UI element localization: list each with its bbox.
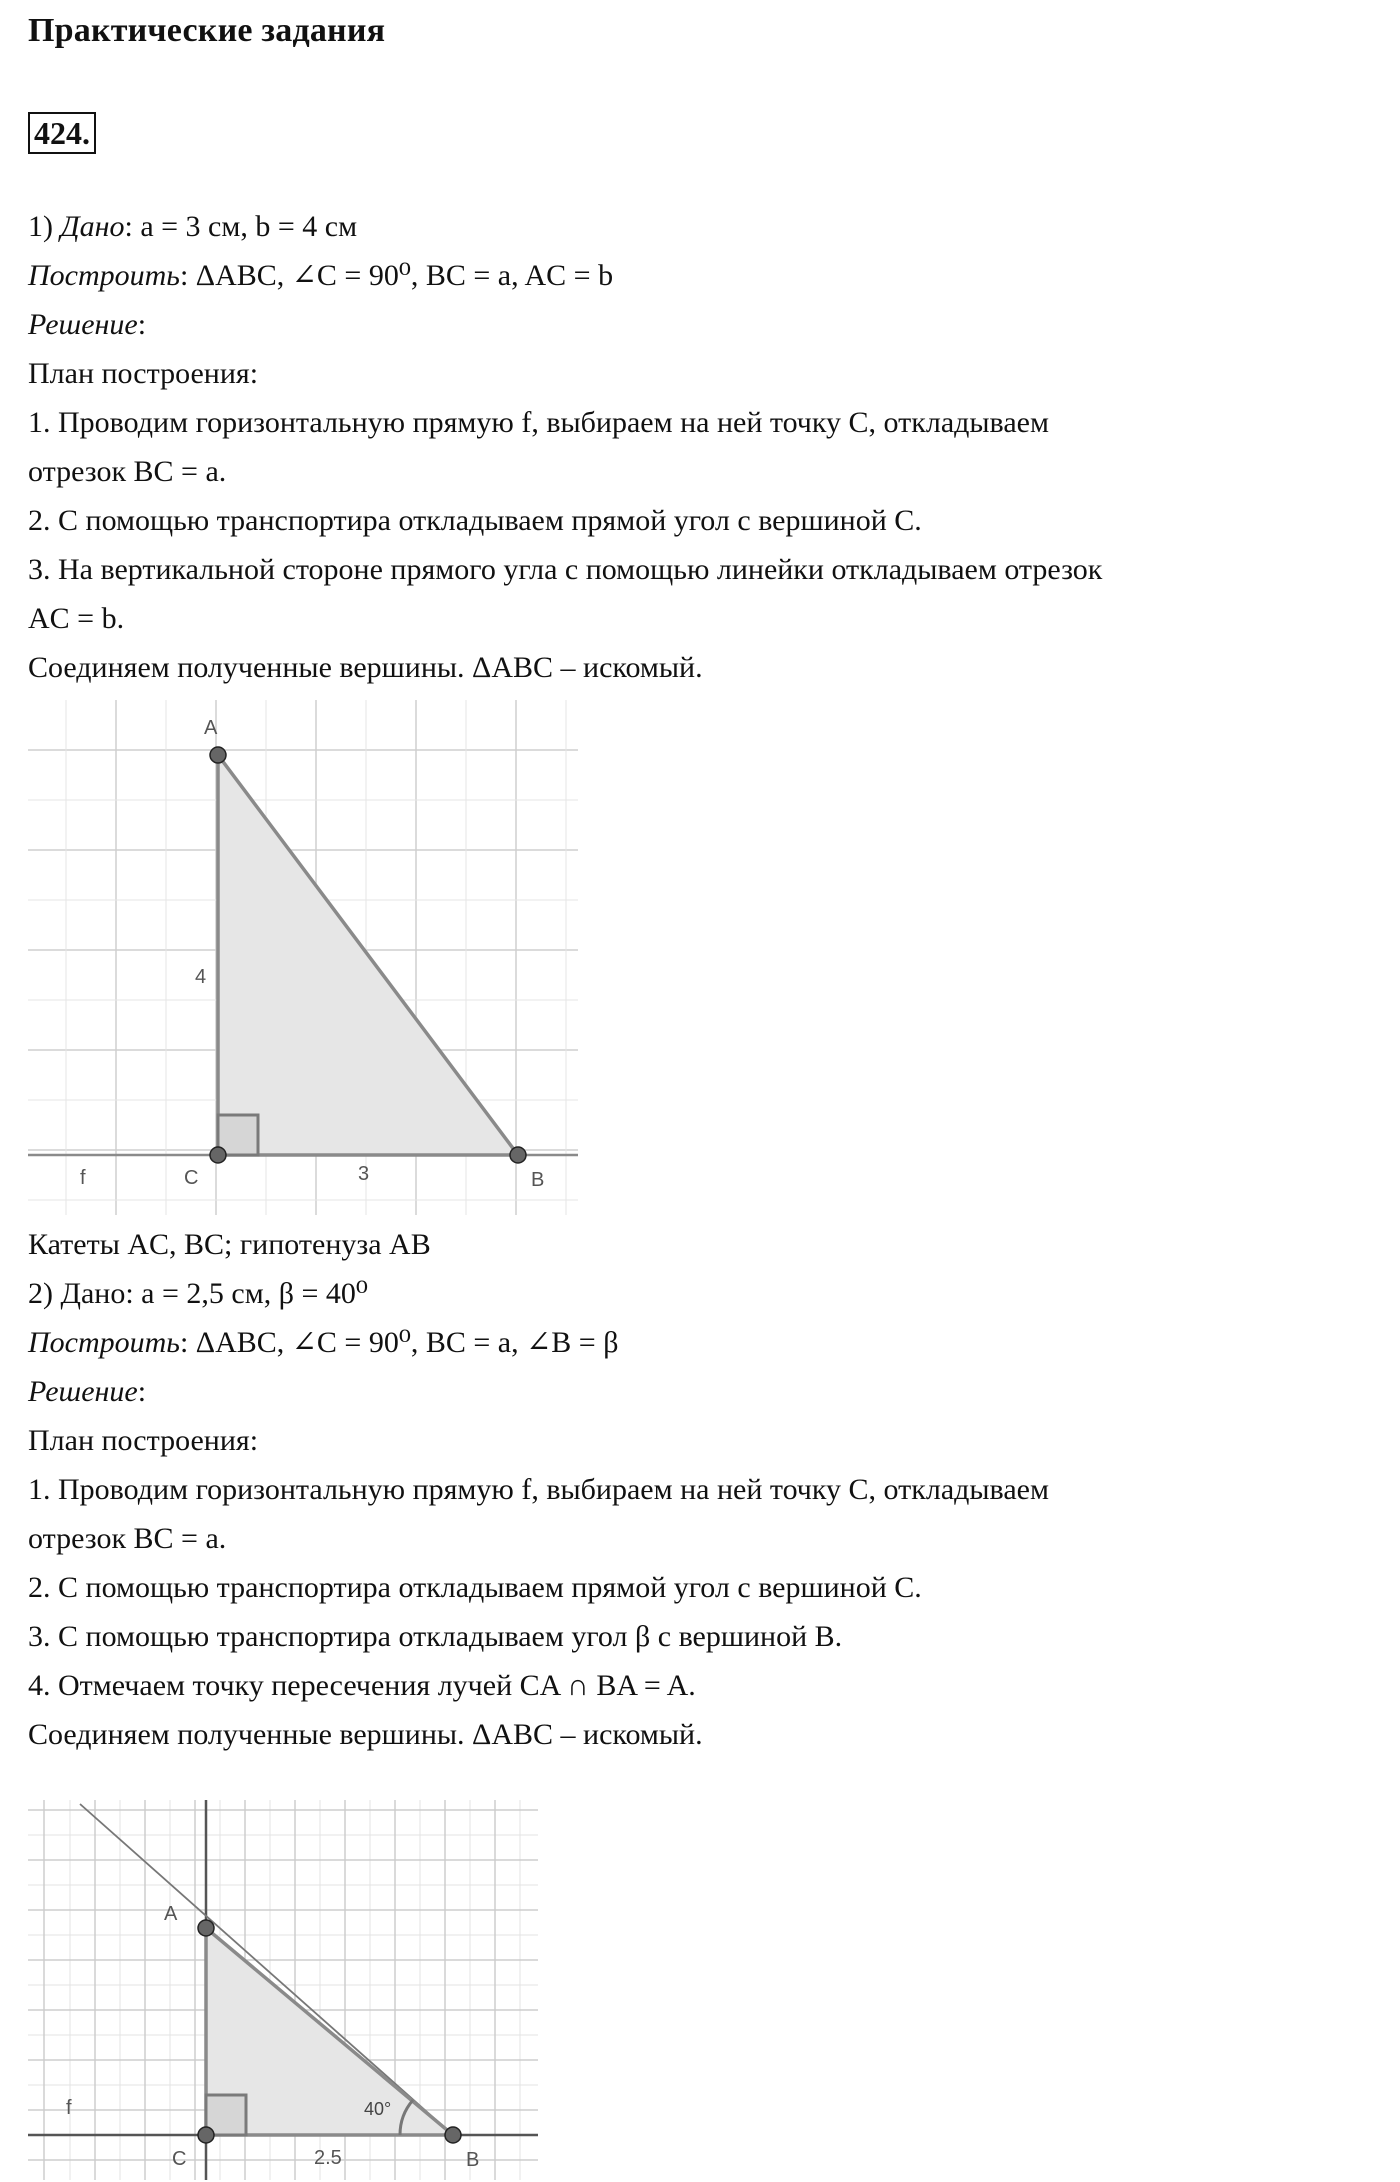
part-1-given-text: : a = 3 см, b = 4 см [124,210,358,243]
part-2-solution-label: Решение [28,1375,138,1408]
point-c-2 [198,2127,214,2143]
part-2-solution-colon: : [137,1375,147,1408]
part-2-step: 2. С помощью транспортира откладываем прямой угол с вершиной C. [28,1571,922,1604]
label-side-bc-2: 2.5 [314,2147,342,2169]
part-1-construct [28,256,613,296]
part-1-plan: План построения: [28,357,259,390]
part-1-legs: Катеты AC, BC; гипотенуза AB [28,1228,431,1261]
part-1-given-prefix: 1) [28,210,61,243]
part-2-conclusion: Соединяем полученные вершины. ΔABC – искомый. [28,1718,703,1751]
point-c [210,1147,226,1163]
part-2-construct-text: : ΔABC, ∠C = 90⁰, BC = a, ∠B = β [179,1326,619,1359]
label-b-2: B [466,2149,480,2171]
part-1-solution [28,305,146,345]
figure-2-right-triangle [28,1800,548,2180]
label-a-2: A [164,1903,178,1925]
label-b: B [531,1169,545,1191]
task-number-box: 424. [28,112,96,154]
point-b-2 [445,2127,461,2143]
label-c: C [184,1167,199,1189]
part-1-construct-label: Построить [28,259,180,292]
part-2-construct [28,1323,618,1363]
page-title: Практические задания [28,12,386,49]
part-2-step: отрезок BC = a. [28,1522,227,1555]
part-2-solution [28,1372,146,1412]
label-f-2: f [66,2097,72,2119]
point-b [510,1147,526,1163]
part-2-step: 4. Отмечаем точку пересечения лучей CA ∩ BA = A. [28,1669,696,1702]
part-1-step: отрезок BC = a. [28,455,227,488]
point-a-2 [198,1920,214,1936]
point-a [210,747,226,763]
part-1-step: AC = b. [28,602,125,635]
part-1-solution-label: Решение [28,308,138,341]
figure-1-right-triangle [28,700,588,1220]
part-2-given: 2) Дано: a = 2,5 см, β = 40⁰ [28,1277,368,1310]
part-2-step: 1. Проводим горизонтальную прямую f, выбираем на ней точку C, откладываем [28,1473,1049,1506]
label-c-2: C [172,2148,187,2170]
part-1-given [28,207,357,247]
label-f: f [80,1167,86,1189]
part-1-step: 2. С помощью транспортира откладываем прямой угол с вершиной C. [28,504,922,537]
label-side-bc: 3 [358,1163,370,1185]
part-2-construct-label: Построить [28,1326,180,1359]
part-2-plan: План построения: [28,1424,259,1457]
part-1-step: 3. На вертикальной стороне прямого угла с помощью линейки откладываем отрезок [28,553,1103,586]
label-angle-40: 40° [364,2099,392,2119]
part-1-conclusion: Соединяем полученные вершины. ΔABC – искомый. [28,651,703,684]
part-2-step: 3. С помощью транспортира откладываем угол β с вершиной B. [28,1620,843,1653]
part-1-step: 1. Проводим горизонтальную прямую f, выбираем на ней точку C, откладываем [28,406,1049,439]
label-side-ac: 4 [195,966,207,988]
part-1-solution-colon: : [137,308,147,341]
triangle-abc [218,755,518,1155]
label-a: A [204,717,218,739]
part-1-construct-text: : ΔABC, ∠C = 90⁰, BC = a, AC = b [179,259,614,292]
part-1-given-label: Дано [60,210,125,243]
